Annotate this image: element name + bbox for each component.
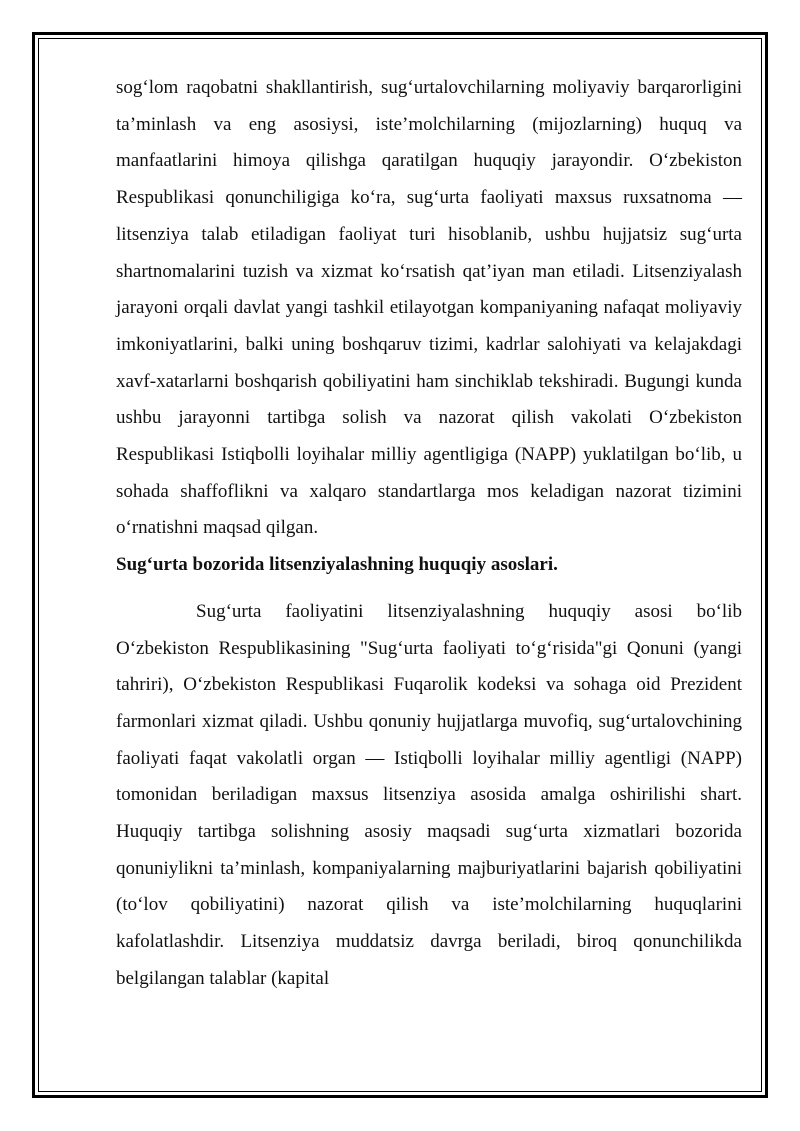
document-body — [116, 70, 742, 998]
section-heading: Sug‘urta bozorida litsenziyalashning huquqiy asoslari. — [116, 554, 558, 576]
paragraph-intro: sog‘lom raqobatni shakllantirish, sug‘urtalovchilarning moliyaviy barqarorligini ta’minlash va eng asosiysi, iste’molchilarning (mijozlarning) huquq va manfaatlarini himoya qilishga qaratilgan huquqiy jarayondir. O‘zbekiston Respublikasi qonunchiligiga ko‘ra, sug‘urta faoliyati maxsus ruxsatnoma — litsenziya talab etiladigan faoliyat turi hisoblanib, ushbu hujjatsiz sug‘urta shartnomalarini tuzish va xizmat ko‘rsatish qat’iyan man etiladi. Litsenziyalash jarayoni orqali davlat yangi tashkil etilayotgan kompaniyaning nafaqat moliyaviy imkoniyatlarini, balki uning boshqaruv tizimi, kadrlar salohiyati va kelajakdagi xavf-xatarlarni boshqarish qobiliyatini ham sinchiklab tekshiradi. Bugungi kunda ushbu jarayonni tartibga solish va nazorat qilish vakolati O‘zbekiston Respublikasi Istiqbolli loyihalar milliy agentligiga (NAPP) yuklatilgan bo‘lib, u sohada shaffoflikni va xalqaro standartlarga mos keladigan nazorat tizimini o‘rnatishni maqsad qilgan. — [116, 77, 742, 539]
paragraph-legal-basis: Sug‘urta faoliyatini litsenziyalashning huquqiy asosi bo‘lib O‘zbekiston Respublikasining "Sug‘urta faoliyati to‘g‘risida"gi Qonuni (yangi tahriri), O‘zbekiston Respublikasi Fuqarolik kodeksi va sohaga oid Prezident farmonlari xizmat qiladi. Ushbu qonuniy hujjatlarga muvofiq, sug‘urtalovchining faoliyati faqat vakolatli organ — Istiqbolli loyihalar milliy agentligi (NAPP) tomonidan beriladigan maxsus litsenziya asosida amalga oshirilishi shart. Huquqiy tartibga solishning asosiy maqsadi sug‘urta xizmatlari bozorida qonuniylikni ta’minlash, kompaniyalarning majburiyatlarini bajarish qobiliyatini (to‘lov qobiliyatini) nazorat qilish va iste’molchilarning huquqlarini kafolatlashdir. Litsenziya muddatsiz davrga beriladi, biroq qonunchilikda belgilangan talablar (kapital — [116, 600, 742, 989]
